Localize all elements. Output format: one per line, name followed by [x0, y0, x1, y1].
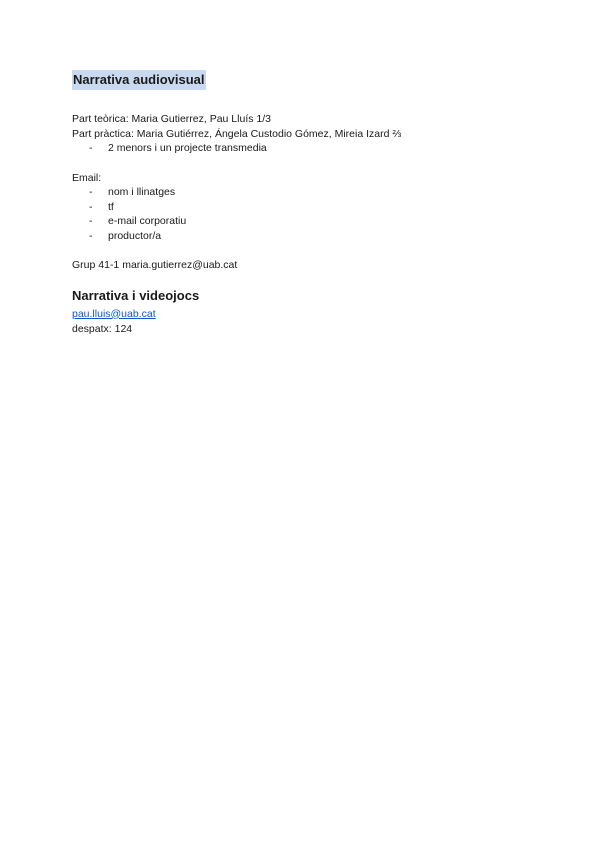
- spacer: [72, 273, 542, 287]
- list-item: [72, 141, 542, 156]
- heading-narrativa-audiovisual: Narrativa audiovisual: [72, 70, 206, 90]
- practica-list: [72, 141, 542, 156]
- spacer: [72, 243, 542, 258]
- bullet-dash: -: [89, 186, 93, 198]
- heading-narrativa-videojocs: Narrativa i videojocs: [72, 287, 200, 303]
- teoria-line: Part teòrica: Maria Gutierrez, Pau Lluís 1/3: [72, 113, 272, 125]
- list-item-text: tf: [108, 200, 114, 213]
- list-item-text: nom i llinatges: [108, 186, 176, 198]
- list-item: [72, 229, 542, 244]
- bullet-dash: -: [89, 200, 93, 213]
- despatx-line: despatx: 124: [72, 322, 133, 335]
- bullet-dash: -: [89, 142, 93, 154]
- list-item: [72, 214, 542, 229]
- document-body: [72, 70, 542, 336]
- spacer: [72, 90, 542, 112]
- list-item: [72, 185, 542, 200]
- list-item-text: e-mail corporatiu: [108, 215, 187, 227]
- section-audiovisual: [72, 70, 542, 273]
- list-item-text: productor/a: [108, 229, 162, 242]
- list-item: [72, 200, 542, 215]
- email-label: Email:: [72, 171, 102, 184]
- section-videojocs: [72, 287, 542, 337]
- email-link[interactable]: pau.lluis@uab.cat: [72, 307, 156, 320]
- bullet-dash: -: [89, 229, 93, 242]
- spacer: [72, 156, 542, 171]
- practica-line: Part pràctica: Maria Gutiérrez, Ángela Custodio Gómez, Mireia Izard ⅔: [72, 127, 402, 140]
- bullet-dash: -: [89, 215, 93, 227]
- email-list: [72, 185, 542, 243]
- list-item-text: 2 menors i un projecte transmedia: [108, 142, 267, 154]
- grup-line: Grup 41-1 maria.gutierrez@uab.cat: [72, 259, 238, 271]
